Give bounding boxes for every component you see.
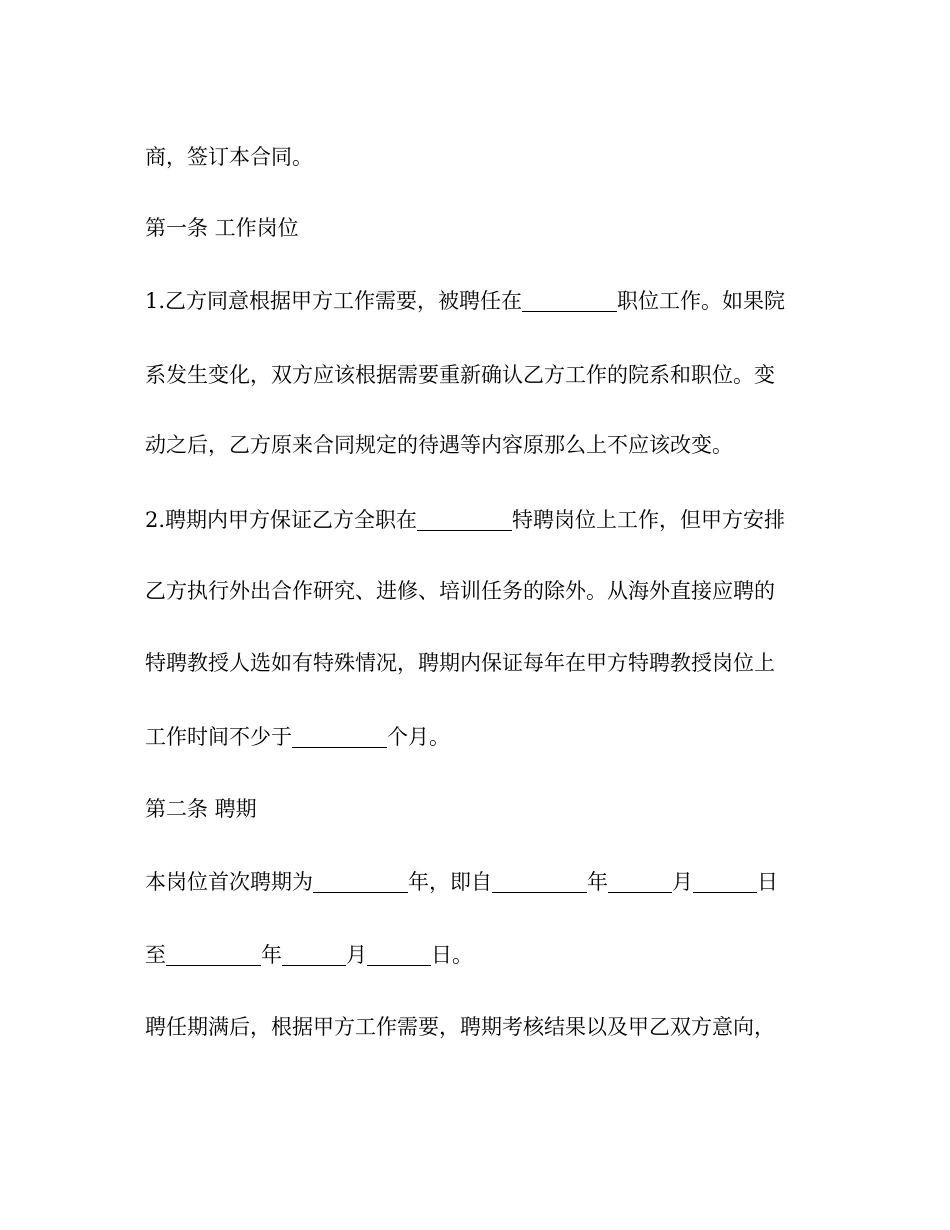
line-text: 年	[587, 870, 608, 894]
line-text: 月	[672, 870, 693, 894]
text-line	[145, 1012, 815, 1042]
text-line	[145, 360, 815, 390]
line-text: 本岗位首次聘期为	[145, 870, 313, 894]
line-text: 年，即自	[408, 870, 492, 894]
line-text: 职位工作。如果院	[617, 289, 786, 313]
line-text: 系发生变化，双方应该根据需要重新确认乙方工作的院系和职位。变	[145, 363, 775, 387]
fill-blank	[417, 510, 512, 531]
fill-blank	[292, 727, 387, 748]
text-line	[145, 940, 815, 970]
fill-blank	[367, 945, 431, 966]
line-text: 商，签订本合同。	[145, 145, 313, 169]
line-text: 至	[145, 943, 166, 967]
text-line	[145, 286, 815, 316]
fill-blank	[608, 872, 672, 893]
text-line	[145, 505, 815, 535]
line-text: 聘任期满后，根据甲方工作需要，聘期考核结果以及甲乙双方意向，	[145, 1015, 775, 1039]
line-text: 2.聘期内甲方保证乙方全职在	[145, 508, 418, 532]
fill-blank	[522, 291, 617, 312]
heading-text: 第二条 聘期	[145, 797, 257, 821]
text-line	[145, 576, 815, 606]
section-heading	[145, 794, 815, 824]
text-line	[145, 142, 815, 172]
fill-blank	[282, 945, 346, 966]
line-text: 年	[261, 943, 282, 967]
line-text: 工作时间不少于	[145, 725, 292, 749]
fill-blank	[693, 872, 757, 893]
heading-text: 第一条 工作岗位	[145, 216, 299, 240]
text-line	[145, 722, 815, 752]
line-text: 日	[757, 870, 778, 894]
line-text: 特聘教授人选如有特殊情况，聘期内保证每年在甲方特聘教授岗位上	[145, 651, 775, 675]
line-text: 动之后，乙方原来合同规定的待遇等内容原那么上不应该改变。	[145, 433, 733, 457]
line-text: 月	[346, 943, 367, 967]
fill-blank	[313, 872, 408, 893]
fill-blank	[492, 872, 587, 893]
section-heading	[145, 213, 815, 243]
line-text: 个月。	[387, 725, 450, 749]
text-line	[145, 648, 815, 678]
text-line	[145, 867, 815, 897]
fill-blank	[166, 945, 261, 966]
line-text: 日。	[431, 943, 473, 967]
line-text: 1.乙方同意根据甲方工作需要，被聘任在	[145, 289, 523, 313]
line-text: 乙方执行外出合作研究、进修、培训任务的除外。从海外直接应聘的	[145, 579, 775, 603]
text-line	[145, 430, 815, 460]
line-text: 特聘岗位上工作，但甲方安排	[512, 508, 786, 532]
